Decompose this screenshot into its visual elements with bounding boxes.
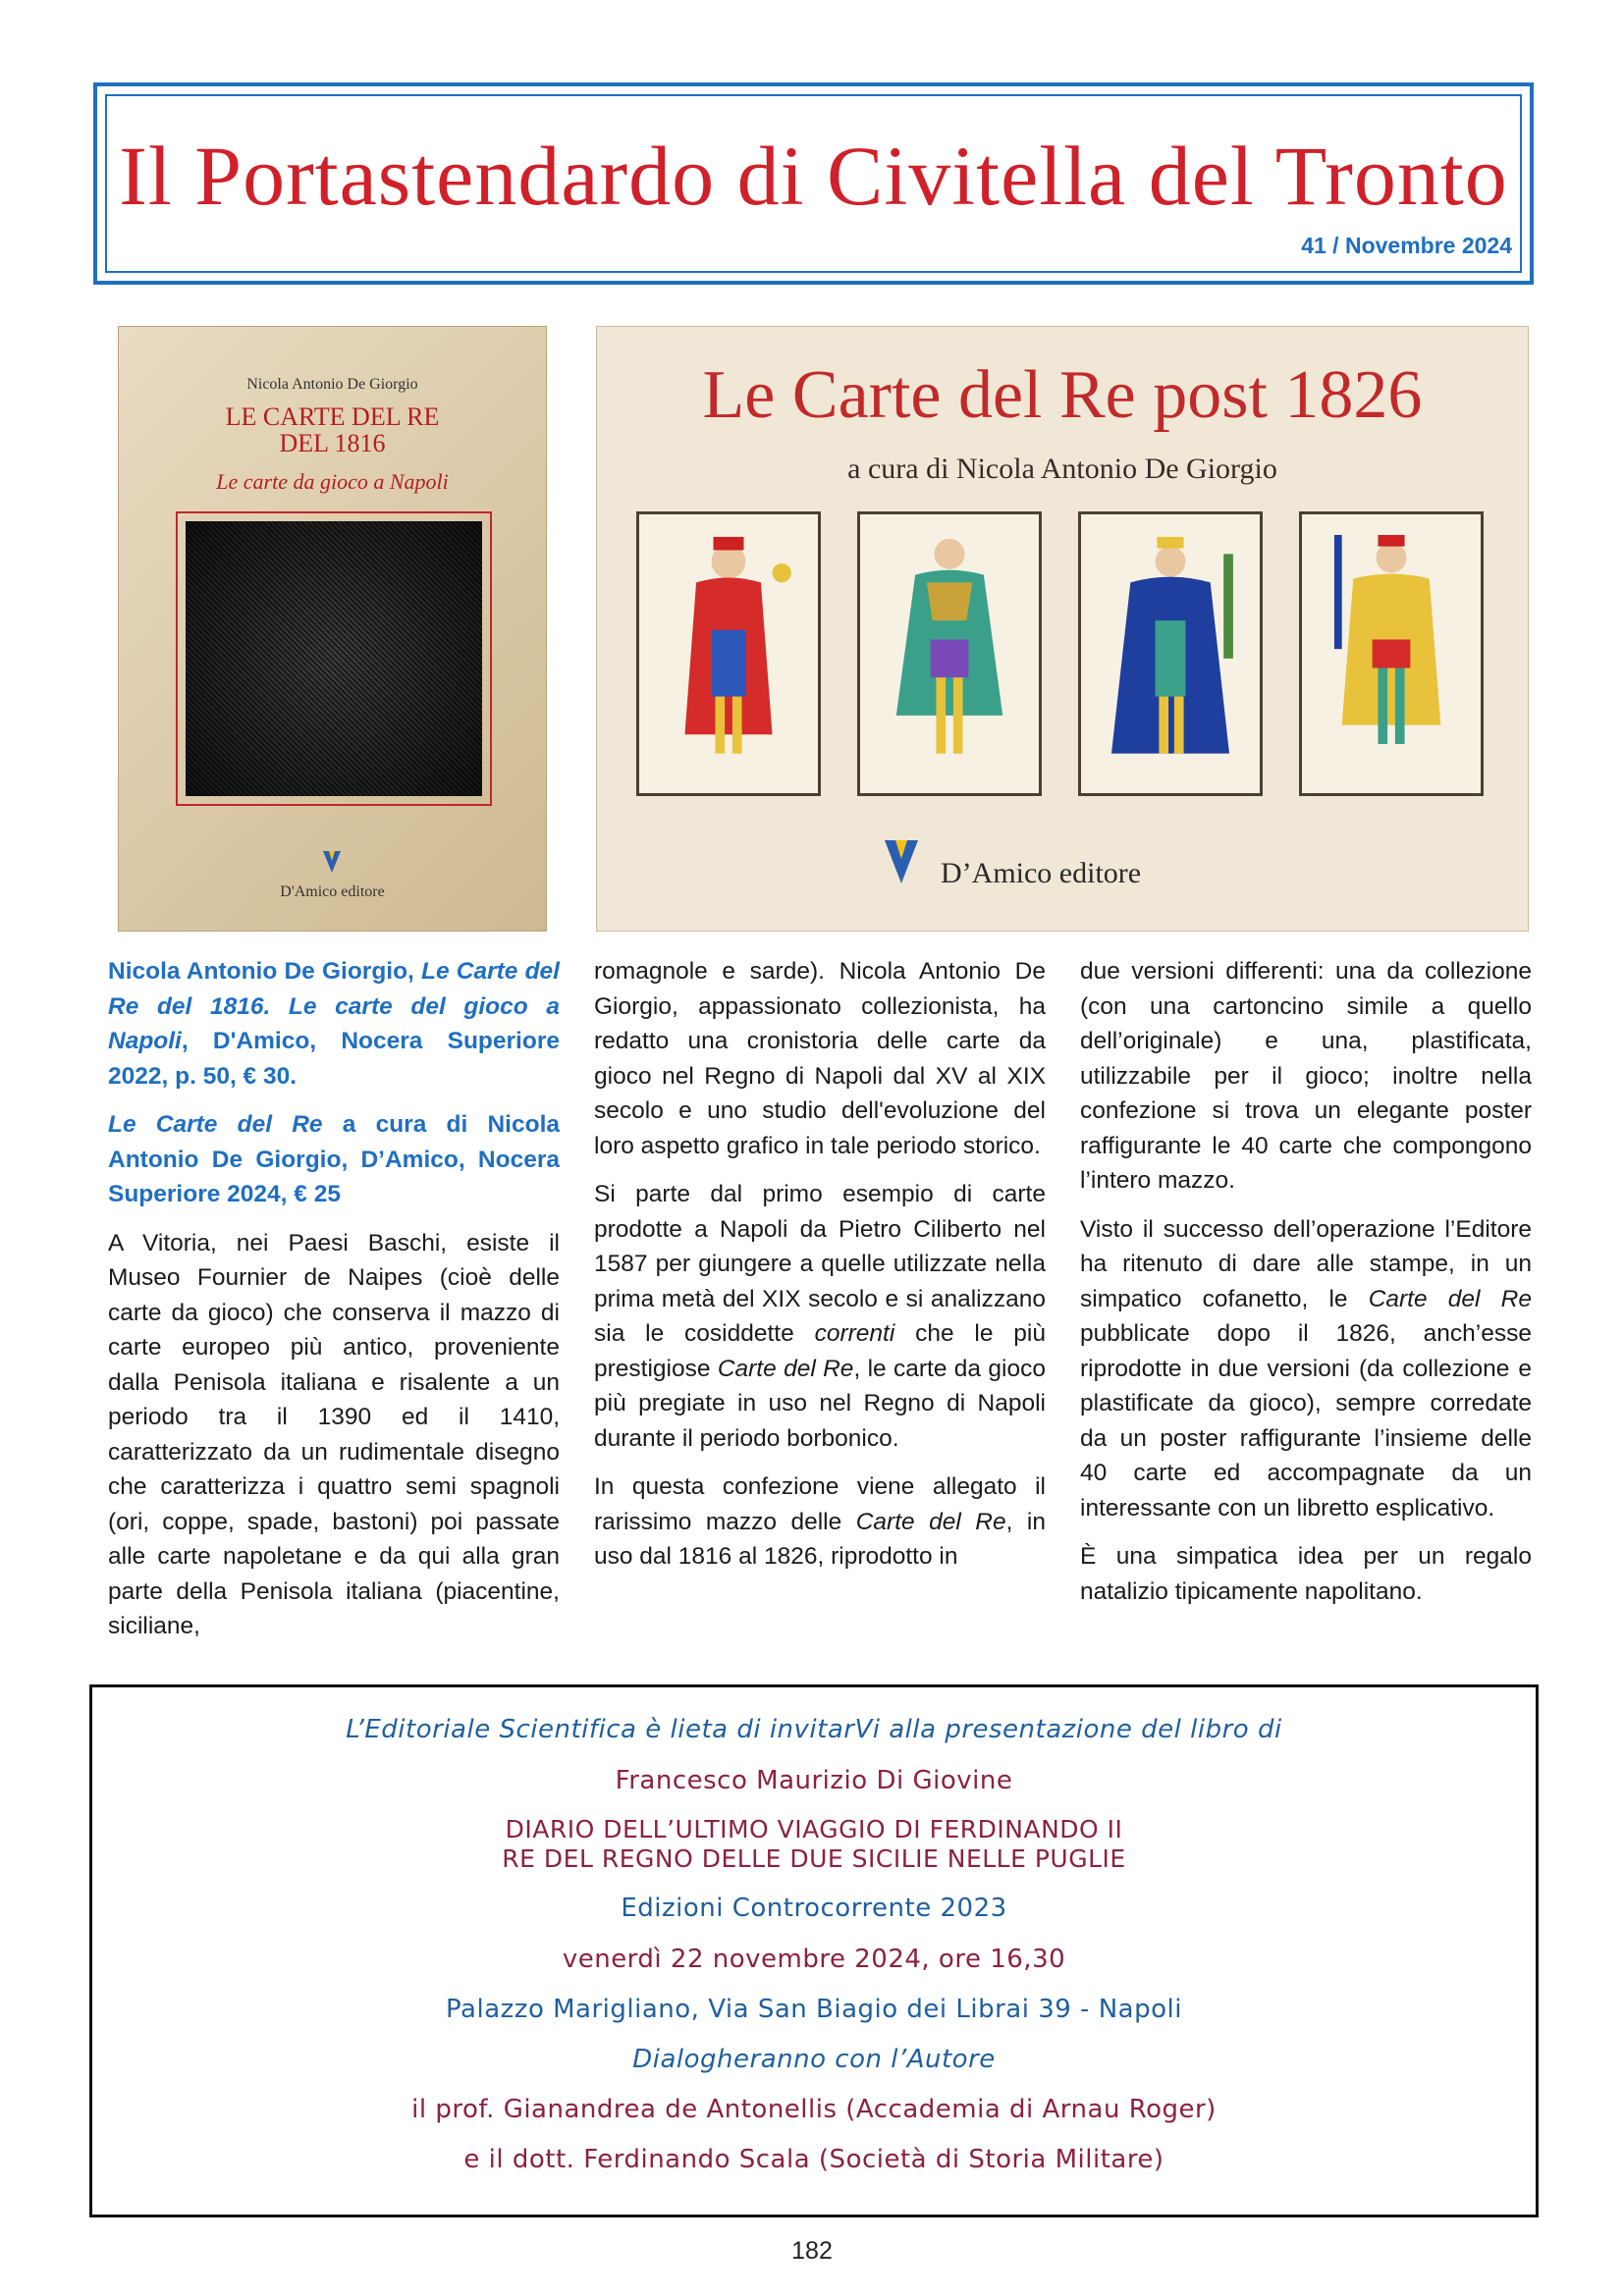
king-card-3 (1078, 511, 1263, 796)
article-body-start: A Vitoria, nei Paesi Baschi, esiste il Museo Fournier de Naipes (cioè delle carte da gioco) che conserva il mazzo di carte europeo più antico, proveniente dalla Penisola italiana e risalente a un periodo tra il 1390 ed il 1410, caratterizzato da un rudimentale disegno che caratterizza i quattro semi spagnoli (ori, coppe, spade, bastoni) poi passate alle carte napoletane e da qui alla gran parte della Penisola italiana (piacentine, siciliane, (108, 1229, 560, 1639)
cover-illustration-frame (176, 511, 492, 806)
cover2-subtitle: a cura di Nicola Antonio De Giorgio (847, 453, 1277, 485)
article-body-continued: romagnole e sarde). Nicola Antonio De Giorgio, appassionato collezionista, ha redatto una cronistoria delle carte da gioco nel Regno di Napoli dal XV al XIX secolo e uno studio dell'evoluzione del loro aspetto grafico in tale periodo storico. (594, 958, 1046, 1159)
book-cover-post-1826 (596, 326, 1529, 932)
p2-text-d: Carte del Re (717, 1355, 854, 1382)
invitation-author: Francesco Maurizio Di Giovine (615, 1766, 1013, 1795)
masthead-inner-frame (105, 94, 1522, 273)
masthead-title: Il Portastendardo di Civitella del Tronto (119, 129, 1508, 223)
page-number: 182 (791, 2237, 833, 2265)
ref1-details: , D'Amico, Nocera Superiore 2022, p. 50, € 30. (108, 1028, 560, 1090)
event-invitation-box (89, 1684, 1539, 2217)
p2-text-c: che le più prestigiose (594, 1320, 1047, 1382)
ref1-author: Nicola Antonio De Giorgio, (108, 958, 422, 985)
article-column-3 (1080, 954, 1532, 1623)
publisher-logo-icon (882, 837, 921, 886)
cover-publisher: D'Amico editore (280, 883, 385, 900)
article-paragraph-3-end: due versioni differenti: una da collezione (con una cartoncino simile a quello dell’originale) e una, plastificata, utilizzabile per il gioco; inoltre nella confezione si trova un elegante poster raffigurante le 40 carte che compongono l’intero mazzo. (1080, 958, 1532, 1194)
engraving-illustration (186, 521, 482, 796)
invitation-venue: Palazzo Marigliano, Via San Biagio dei Librai 39 - Napoli (446, 1995, 1182, 2024)
p2-text-b: correnti (814, 1320, 895, 1347)
ref1-title: Le Carte del Re del 1816. Le carte del gioco a Napoli (108, 958, 560, 1054)
p4-text-a: Visto il successo dell’operazione l’Editore ha ritenuto di dare alle stampe, in un simpatico cofanetto, le (1080, 1215, 1532, 1312)
invitation-publisher: Edizioni Controcorrente 2023 (621, 1894, 1007, 1923)
invitation-speaker-1: il prof. Gianandrea de Antonellis (Accademia di Arnau Roger) (411, 2095, 1217, 2124)
p3-text-c-start: , in uso dal 1816 al 1826, riprodotto in (594, 1508, 1046, 1570)
article-column-2 (594, 954, 1046, 1588)
ref2-details: a cura di Nicola Antonio De Giorgio, D’Amico, Nocera Superiore 2024, € 25 (108, 1111, 561, 1207)
ref2-title: Le Carte del Re (108, 1111, 323, 1138)
king-card-1 (636, 511, 821, 796)
article-paragraph-4 (1080, 1212, 1532, 1526)
book-cover-1816 (118, 326, 547, 932)
article-paragraph-3-start: In questa confezione viene allegato il rarissimo mazzo delle Carte del Re, in uso dal 1816 al 1826, riprodotto in (594, 1473, 1046, 1570)
king-card-2 (857, 511, 1042, 796)
book-reference-2 (108, 1107, 560, 1212)
cover2-publisher: D’Amico editore (941, 857, 1142, 889)
invitation-book-title-2: RE DEL REGNO DELLE DUE SICILIE NELLE PUGLIE (502, 1844, 1126, 1873)
invitation-intro: L’Editoriale Scientifica è lieta di invitarVi alla presentazione del libro di (346, 1715, 1282, 1744)
invitation-speaker-2: e il dott. Ferdinando Scala (Società di Storia Militare) (463, 2145, 1164, 2174)
cover-author: Nicola Antonio De Giorgio (246, 376, 418, 393)
issue-number: 41 / Novembre 2024 (1301, 233, 1512, 258)
invitation-book-title-1: DIARIO DELL’ULTIMO VIAGGIO DI FERDINANDO II (505, 1815, 1123, 1843)
article-paragraph-5: È una simpatica idea per un regalo natalizio tipicamente napolitano. (1080, 1543, 1532, 1605)
p4-text-c: pubblicate dopo il 1826, anch’esse riprodotte in due versioni (da collezione e plastificate da gioco), sempre corredate da un poster raffigurante l’insieme delle 40 carte ed accompagnate da un interessante con un libretto esplicativo. (1080, 1320, 1532, 1522)
cover-title: LE CARTE DEL RE DEL 1816 (225, 402, 440, 458)
p3-text-b: Carte del Re (855, 1508, 1006, 1535)
p2-text-e: , le carte da gioco più pregiate in uso nel Regno di Napoli durante il periodo borbonico. (594, 1355, 1046, 1452)
book-reference-1 (108, 954, 560, 1094)
publisher-logo-icon (321, 849, 343, 875)
cover-subtitle: Le carte da gioco a Napoli (216, 469, 449, 494)
p4-text-b: Carte del Re (1368, 1285, 1532, 1312)
article-column-1 (108, 954, 560, 1658)
invitation-dialog: Dialogheranno con l’Autore (632, 2045, 996, 2074)
cover2-title: Le Carte del Re post 1826 (702, 357, 1423, 433)
invitation-date: venerdì 22 novembre 2024, ore 16,30 (562, 1945, 1066, 1974)
masthead (93, 82, 1534, 285)
article-paragraph-2 (594, 1177, 1046, 1456)
king-card-4 (1299, 511, 1484, 796)
p2-text-a: Si parte dal primo esempio di carte prodotte a Napoli da Pietro Ciliberto nel 1587 per giungere a quelle utilizzate nella prima metà del XIX secolo e si analizzano sia le cosiddette (594, 1181, 1046, 1347)
